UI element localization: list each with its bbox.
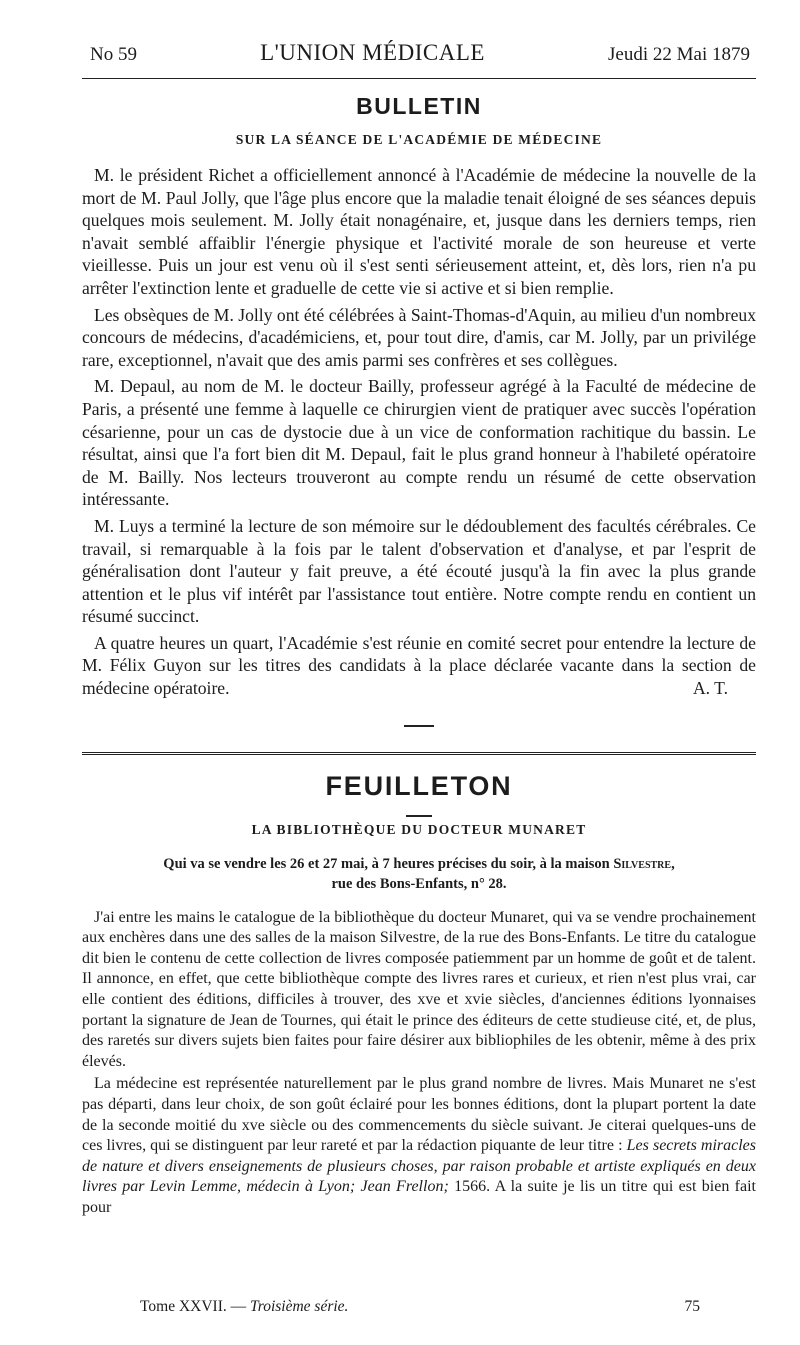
bulletin-signature: A. T. [692, 678, 728, 699]
bulletin-paragraph: M. Depaul, au nom de M. le docteur Bailly, professeur agrégé à la Faculté de médecine de Paris, a présenté une femme à laquelle ce chirurgien vient de pratiquer avec succès l'opération césarienne, pour un cas de dystocie due à un vice de conformation rachitique du bassin. Le résultat, ainsi que l'a fort bien dit M. Depaul, fait le plus grand honneur à l'habileté opératoire de M. Bailly. Nos lecteurs trouveront au compte rendu un résumé de cette observation intéressante. [82, 376, 756, 510]
page-footer [140, 1298, 700, 1316]
bulletin-subtitle: SUR LA SÉANCE DE L'ACADÉMIE DE MÉDECINE [235, 132, 603, 147]
feuilleton-title: FEUILLETON [325, 770, 513, 801]
feuilleton-paragraph: J'ai entre les mains le catalogue de la bibliothèque du docteur Munaret, qui va se vendre prochainement aux enchères dans une des salles de la maison Silvestre, de la rue des Bons-Enfants. Le titre du catalogue dit bien le contenu de cette collection de livres composée patiemment par un homme de goût et de talent. Il annonce, en effet, que cette bibliothèque compte des livres rares et curieux, et rien n'est plus vrai, car elle contient des éditions, difficiles à trouver, des xve et xvie siècles, d'anciennes éditions lyonnaises portant la signature de Jean de Tournes, qui était le prince des éditeurs de cette studieuse cité, et, de plus, des raretés sur divers sujets bien faites pour faire désirer aux bibliophiles de les obtenir, même à des prix élevés. [82, 908, 756, 1070]
title-ornament [82, 804, 756, 816]
journal-title: L'UNION MÉDICALE [260, 40, 485, 65]
page-number: 75 [684, 1298, 700, 1315]
sale-house: Silvestre, [613, 855, 675, 872]
footer-volume: Tome XXVII. — [140, 1298, 247, 1315]
issue-number: No 59 [90, 44, 137, 65]
feuilleton-paragraph-2 [82, 1074, 756, 1218]
footer-volume-info [140, 1298, 348, 1316]
bulletin-title: BULLETIN [356, 93, 482, 119]
feuilleton-subtitle: LA BIBLIOTHÈQUE DU DOCTEUR MUNARET [251, 821, 587, 837]
bulletin-paragraph: M. le président Richet a officiellement annoncé à l'Académie de médecine la nouvelle de la mort de M. Paul Jolly, que l'âge plus encore que la maladie tenait éloigné de ses séances depuis quelques mois seulement. M. Jolly était nonagénaire, et, jusque dans les derniers temps, rien n'avait semblé affaiblir l'énergie physique et l'activité morale de son heureuse et verte vieillesse. Puis un jour est venu où il s'est senti sérieusement atteint, et, dès lors, rien n'a pu arrêter l'extinction lente et graduelle de cette vie si active et si bien remplie. [82, 165, 756, 298]
bulletin-paragraph-last [82, 632, 756, 700]
para2-end: 1566. A la suite je lis un titre qui est bien fait pour [82, 1178, 757, 1216]
sale-line-2: rue des Bons-Enfants, n° 28. [331, 875, 507, 892]
footer-series: Troisième série. [249, 1298, 349, 1315]
sale-line-1: Qui va se vendre les 26 et 27 mai, à 7 heures précises du soir, à la maison [163, 855, 610, 872]
feuilleton-rule [82, 752, 756, 755]
sale-announcement [82, 854, 756, 894]
section-separator [82, 714, 756, 734]
bulletin-paragraph: M. Luys a terminé la lecture de son mémoire sur le dédoublement des facultés cérébrales. Ce travail, si remarquable à la fois par le talent d'observation et d'analyse, et par l'esprit de généralisation dont l'auteur y fait preuve, a été écouté jusqu'à la fin avec la plus grande attention et le plus vif intérêt par l'assistance tout entière. Notre compte rendu en contient un résumé succinct. [82, 515, 756, 627]
header-rule [82, 78, 756, 79]
bulletin-last-text: A quatre heures un quart, l'Académie s'est réunie en comité secret pour entendre la lecture de M. Félix Guyon sur les titres des candidats à la place déclarée vacante dans la section de médecine opératoire. [82, 632, 756, 699]
page-header [82, 40, 756, 78]
bulletin-paragraph: Les obsèques de M. Jolly ont été célébrées à Saint-Thomas-d'Aquin, au milieu d'un nombreux concours de médecins, d'académiciens, et, pour tout dire, d'amis, car M. Jolly, par un privilége rare, exceptionnel, n'avait que des amis parmi ses confrères et ses collègues. [82, 304, 756, 370]
para2-text: La médecine est représentée naturellement par le plus grand nombre de livres. Mais Munaret ne s'est pas départi, dans leur choix, de son goût éclairé pour les bonnes éditions, dont la plupart portent la date de la seconde moitié du xve siècle ou des commencements du siècle suivant. Je citerai quelques-uns de ces livres, qui se distinguent par leur rareté et par la rédaction piquante de leur titre : [82, 1075, 756, 1155]
issue-date: Jeudi 22 Mai 1879 [608, 44, 750, 65]
book-title: Les secrets miracles de nature et divers enseignements de plusieurs choses, par raison probable et artiste expliqués en deux livres par Levin Lemme, médecin à Lyon; Jean Frellon; [82, 1137, 757, 1196]
